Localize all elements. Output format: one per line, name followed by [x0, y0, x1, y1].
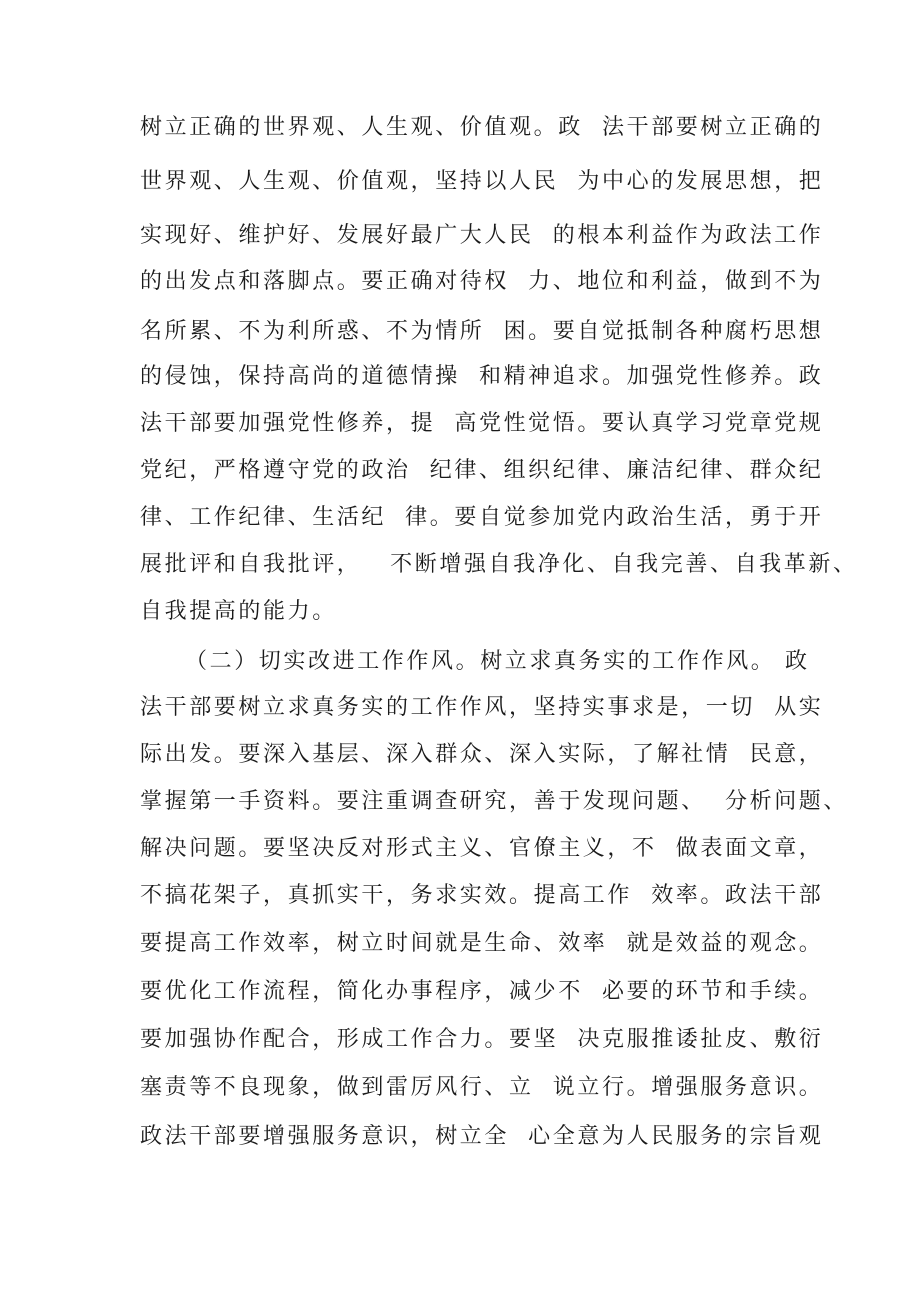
text-line: 解决问题。要坚决反对形式主义、官僚主义，不 做表面文章， — [140, 836, 824, 861]
text-line: 树立正确的世界观、人生观、价值观。政 法干部要树立正确的 — [140, 115, 824, 140]
text-line: 的出发点和落脚点。要正确对待权 力、地位和利益，做到不为 — [140, 269, 824, 294]
text-line: 法干部要树立求真务实的工作作风，坚持实事求是，一切 从实 — [140, 695, 824, 720]
text-line: 法干部要加强党性修养，提 高党性觉悟。要认真学习党章党规 — [140, 411, 824, 436]
text-line: 实现好、维护好、发展好最广大人民 的根本利益作为政法工作 — [140, 223, 824, 248]
text-line: 要提高工作效率，树立时间就是生命、效率 就是效益的观念。 — [140, 931, 824, 956]
text-line: 自我提高的能力。 — [140, 599, 337, 624]
text-line: 展批评和自我批评， 不断增强自我净化、自我完善、自我革新、 — [140, 552, 858, 577]
text-line: 不搞花架子，真抓实干，务求实效。提高工作 效率。政法干部 — [140, 883, 824, 908]
text-line: 律、工作纪律、生活纪 律。要自觉参加党内政治生活，勇于开 — [140, 505, 824, 530]
text-line: 要加强协作配合，形成工作合力。要坚 决克服推诿扯皮、敷衍 — [140, 1027, 824, 1052]
text-line: 际出发。要深入基层、深入群众、深入实际，了解社情 民意， — [140, 742, 824, 767]
text-line: 要优化工作流程，简化办事程序，减少不 必要的环节和手续。 — [140, 979, 824, 1004]
text-line: 政法干部要增强服务意识，树立全 心全意为人民服务的宗旨观 — [140, 1124, 824, 1149]
text-line: 的侵蚀，保持高尚的道德情操 和精神追求。加强党性修养。政 — [140, 364, 824, 389]
section-heading-line: （二）切实改进工作作风。树立求真务实的工作作风。 政 — [185, 649, 810, 674]
text-line: 世界观、人生观、价值观，坚持以人民 为中心的发展思想，把 — [140, 169, 824, 194]
text-line: 党纪，严格遵守党的政治 纪律、组织纪律、廉洁纪律、群众纪 — [140, 458, 824, 483]
text-line: 塞责等不良现象，做到雷厉风行、立 说立行。增强服务意识。 — [140, 1075, 824, 1100]
text-line: 名所累、不为利所惑、不为情所 困。要自觉抵制各种腐朽思想 — [140, 319, 824, 344]
text-line: 掌握第一手资料。要注重调查研究，善于发现问题、 分析问题、 — [140, 789, 848, 814]
